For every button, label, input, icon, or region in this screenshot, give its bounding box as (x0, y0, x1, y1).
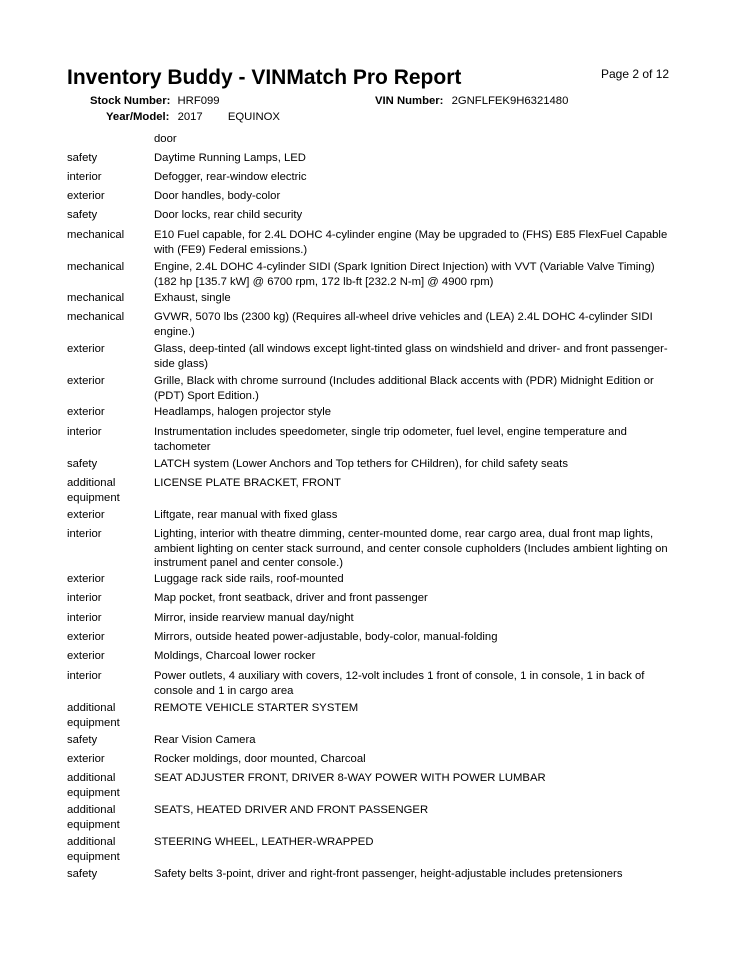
equipment-description: SEAT ADJUSTER FRONT, DRIVER 8-WAY POWER WITH POWER LUMBAR (154, 772, 546, 784)
equipment-description: Rear Vision Camera (154, 734, 256, 746)
equipment-description: Glass, deep-tinted (all windows except light-tinted glass on windshield and driver- and front passenger-side glass) (154, 343, 668, 370)
equipment-description: REMOTE VEHICLE STARTER SYSTEM (154, 702, 359, 714)
equipment-category: additional equipment (67, 804, 120, 831)
equipment-description: LICENSE PLATE BRACKET, FRONT (154, 477, 341, 489)
equipment-category: exterior (67, 631, 105, 643)
equipment-category: exterior (67, 573, 105, 585)
equipment-category: mechanical (67, 311, 125, 323)
equipment-category: safety (67, 458, 98, 470)
equipment-row (67, 260, 677, 289)
equipment-category: safety (67, 152, 98, 164)
equipment-category: exterior (67, 753, 105, 765)
year-value: 2017 (177, 111, 203, 123)
equipment-description: Door locks, rear child security (154, 209, 303, 221)
equipment-description: Instrumentation includes speedometer, single trip odometer, fuel level, engine temperature and tachometer (154, 426, 627, 453)
equipment-row (67, 649, 677, 664)
equipment-row (67, 669, 677, 698)
equipment-row (67, 132, 677, 147)
equipment-row (67, 867, 677, 882)
equipment-category: safety (67, 209, 98, 221)
equipment-description: GVWR, 5070 lbs (2300 kg) (Requires all-wheel drive vehicles and (LEA) 2.4L DOHC 4-cylinder SIDI engine.) (154, 311, 653, 338)
stock-number-value: HRF099 (177, 95, 220, 107)
equipment-category: additional equipment (67, 477, 120, 504)
equipment-row (67, 228, 677, 257)
equipment-category: additional equipment (67, 772, 120, 799)
equipment-category: mechanical (67, 292, 125, 304)
equipment-description: door (154, 133, 177, 145)
equipment-row (67, 208, 677, 223)
equipment-category: interior (67, 171, 102, 183)
equipment-category: exterior (67, 509, 105, 521)
equipment-row (67, 527, 677, 571)
stock-number-label: Stock Number: (90, 95, 171, 107)
equipment-row (67, 752, 677, 767)
equipment-description: Exhaust, single (154, 292, 231, 304)
equipment-row (67, 189, 677, 204)
equipment-category: additional equipment (67, 836, 120, 863)
equipment-category: exterior (67, 650, 105, 662)
equipment-description: Safety belts 3-point, driver and right-front passenger, height-adjustable includes pretensioners (154, 868, 623, 880)
equipment-description: Mirrors, outside heated power-adjustable, body-color, manual-folding (154, 631, 498, 643)
vin-number-value: 2GNFLFEK9H6321480 (451, 95, 569, 107)
equipment-row (67, 405, 677, 420)
equipment-row (67, 310, 677, 339)
equipment-category: interior (67, 592, 102, 604)
equipment-description: Power outlets, 4 auxiliary with covers, 12-volt includes 1 front of console, 1 in console, 1 in back of console and 1 in cargo area (154, 670, 645, 697)
equipment-row (67, 476, 677, 505)
year-model-label: Year/Model: (106, 111, 170, 123)
equipment-row (67, 342, 677, 371)
equipment-category: mechanical (67, 229, 125, 241)
equipment-row (67, 803, 677, 832)
vin-number-row (375, 95, 568, 107)
equipment-category: interior (67, 528, 102, 540)
equipment-description: Rocker moldings, door mounted, Charcoal (154, 753, 366, 765)
equipment-category: exterior (67, 406, 105, 418)
equipment-row (67, 291, 677, 306)
stock-number-row (90, 95, 220, 107)
equipment-category: interior (67, 670, 102, 682)
year-model-row (106, 111, 280, 123)
equipment-category: exterior (67, 375, 105, 387)
equipment-row (67, 701, 677, 730)
equipment-row (67, 835, 677, 864)
equipment-category: safety (67, 868, 98, 880)
equipment-description: SEATS, HEATED DRIVER AND FRONT PASSENGER (154, 804, 429, 816)
equipment-row (67, 508, 677, 523)
equipment-category: mechanical (67, 261, 125, 273)
equipment-description: Lighting, interior with theatre dimming, center-mounted dome, rear cargo area, dual front map lights, ambient lighting on center stack surround, and center console cupholders (Includes ambient lighting on instrument panel and center console.) (154, 528, 668, 570)
equipment-row (67, 733, 677, 748)
equipment-category: interior (67, 426, 102, 438)
equipment-row (67, 591, 677, 606)
equipment-description: Engine, 2.4L DOHC 4-cylinder SIDI (Spark Ignition Direct Injection) with VVT (Variable Valve Timing) (182 hp [135.7 kW] @ 6700 rpm, 172 lb-ft [232.2 N-m] @ 4900 rpm) (154, 261, 655, 288)
equipment-row (67, 572, 677, 587)
equipment-description: Headlamps, halogen projector style (154, 406, 332, 418)
equipment-row (67, 611, 677, 626)
equipment-row (67, 170, 677, 185)
equipment-category: interior (67, 612, 102, 624)
vin-number-label: VIN Number: (375, 95, 444, 107)
equipment-description: Liftgate, rear manual with fixed glass (154, 509, 338, 521)
equipment-row (67, 630, 677, 645)
equipment-description: E10 Fuel capable, for 2.4L DOHC 4-cylinder engine (May be upgraded to (FHS) E85 FlexFuel Capable with (FE9) Federal emissions.) (154, 229, 668, 256)
report-title: Inventory Buddy - VINMatch Pro Report (67, 66, 462, 89)
equipment-description: Moldings, Charcoal lower rocker (154, 650, 316, 662)
equipment-category: exterior (67, 190, 105, 202)
equipment-row (67, 771, 677, 800)
equipment-row (67, 457, 677, 472)
page-number: Page 2 of 12 (601, 67, 670, 81)
equipment-category: additional equipment (67, 702, 120, 729)
equipment-description: STEERING WHEEL, LEATHER-WRAPPED (154, 836, 374, 848)
equipment-description: Defogger, rear-window electric (154, 171, 307, 183)
equipment-category: safety (67, 734, 98, 746)
equipment-description: Daytime Running Lamps, LED (154, 152, 306, 164)
model-value: EQUINOX (227, 111, 280, 123)
equipment-row (67, 425, 677, 454)
equipment-description: Map pocket, front seatback, driver and front passenger (154, 592, 428, 604)
equipment-description: Luggage rack side rails, roof-mounted (154, 573, 344, 585)
equipment-description: LATCH system (Lower Anchors and Top tethers for CHildren), for child safety seats (154, 458, 568, 470)
equipment-description: Mirror, inside rearview manual day/night (154, 612, 354, 624)
equipment-row (67, 151, 677, 166)
equipment-category: exterior (67, 343, 105, 355)
equipment-description: Door handles, body-color (154, 190, 281, 202)
equipment-row (67, 374, 677, 403)
equipment-description: Grille, Black with chrome surround (Includes additional Black accents with (PDR) Midnight Edition or (PDT) Sport Edition.) (154, 375, 654, 402)
